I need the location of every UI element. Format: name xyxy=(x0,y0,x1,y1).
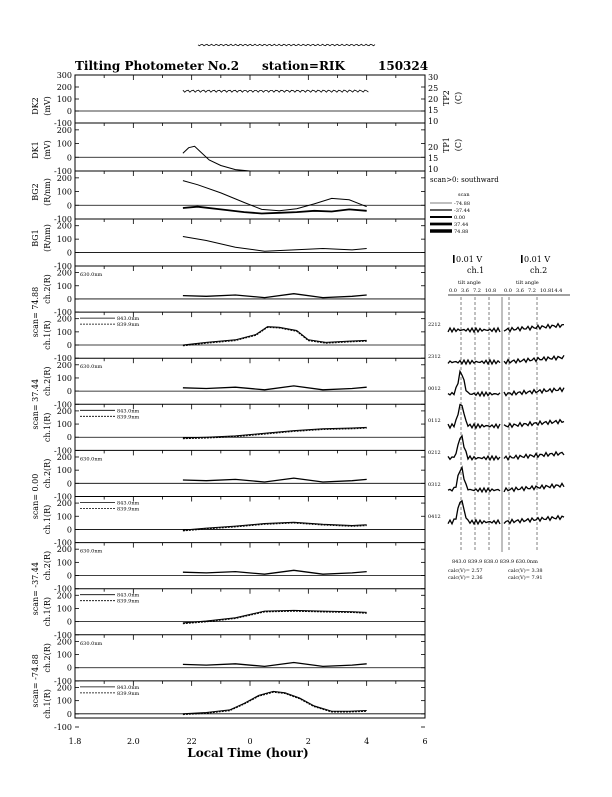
tilt-trace-ch2 xyxy=(504,388,564,396)
scan-label: scan= -37.44 xyxy=(31,562,40,616)
y-tick-label: 100 xyxy=(56,696,72,706)
scan-label: scan= 0.00 xyxy=(31,473,40,520)
tilt-tick: 7.2 xyxy=(528,288,536,294)
y-tick-label: 200 xyxy=(56,125,72,135)
ch2-label: ch.2(R) xyxy=(43,366,52,397)
ch1-label: ch.1(R) xyxy=(43,412,52,443)
ch2-label: ch.2(R) xyxy=(43,458,52,489)
y-tick-label: 0 xyxy=(66,107,72,116)
tilt-trace-ch2 xyxy=(504,324,564,332)
y-tick-label: 0 xyxy=(66,387,72,397)
ch2-title: ch.2 xyxy=(530,266,548,275)
y-tick-label: 200 xyxy=(56,314,72,324)
tilt-trace-ch2 xyxy=(504,483,564,492)
y-tick-label: 200 xyxy=(56,591,72,601)
tilt-tick: 7.2 xyxy=(473,288,481,294)
tp2-tick-label: 10 xyxy=(428,117,439,126)
tp2-tick-label: 25 xyxy=(428,84,439,93)
dk2-unit: (mV) xyxy=(43,96,52,116)
tp2-tick-label: 15 xyxy=(428,106,439,115)
y-tick-label: -100 xyxy=(54,584,72,594)
wl839-label: 839.9nm xyxy=(117,598,140,605)
tilt-time-label: 0112 xyxy=(428,418,441,424)
y-tick-label: 0 xyxy=(66,617,72,627)
y-tick-label: 0 xyxy=(66,294,72,304)
ch2-label: ch.2(R) xyxy=(43,274,52,304)
wl839-label: 839.9nm xyxy=(117,414,140,421)
tilt-trace-ch1 xyxy=(448,405,500,428)
series-dk1 xyxy=(183,146,250,171)
y-tick-label: 100 xyxy=(56,604,72,614)
scan-label: scan= 37.44 xyxy=(31,378,40,430)
y-tick-label: -100 xyxy=(54,167,72,176)
y-tick-label: -100 xyxy=(54,630,72,640)
tp2-tick-label: 30 xyxy=(428,73,439,82)
tilt-rows xyxy=(428,297,564,552)
y-tick-label: 100 xyxy=(56,187,72,197)
y-tick-label: 200 xyxy=(56,683,72,693)
legend-item-label: -37.44 xyxy=(454,208,471,214)
tilt-trace-ch1 xyxy=(448,501,500,524)
y-tick-label: -100 xyxy=(54,354,72,364)
y-tick-label: 100 xyxy=(56,281,72,291)
legend-item-label: 37.44 xyxy=(454,222,469,228)
y-tick-label: -100 xyxy=(54,308,72,318)
footer-wavelengths: 843.0 839.9 838.0 839.9 630.0nm xyxy=(452,559,538,565)
y-tick-label: 100 xyxy=(56,95,72,104)
y-tick-label: 200 xyxy=(56,406,72,416)
bg2-unit: (R/nm) xyxy=(43,178,52,206)
tp2-unit: (C) xyxy=(454,91,463,105)
ch2-label: ch.2(R) xyxy=(43,550,52,581)
wl843-label: 843.0nm xyxy=(117,592,140,599)
x-axis-label: Local Time (hour) xyxy=(187,746,309,760)
tilt-trace-ch2 xyxy=(504,516,564,524)
legend-item-label: -74.88 xyxy=(454,201,471,207)
tilt-trace-ch2 xyxy=(504,452,564,460)
x-tick-label: 6 xyxy=(422,737,428,746)
tilt-tick: 0.0 xyxy=(449,288,457,294)
calc-ch2-a: calc(V)= 3.38 xyxy=(508,568,543,574)
y-tick-label: 0 xyxy=(66,153,72,163)
y-tick-label: 200 xyxy=(56,360,72,370)
y-tick-label: 100 xyxy=(56,420,72,430)
y-tick-label: 200 xyxy=(56,221,72,231)
tilt-tick: 3.6 xyxy=(461,288,469,294)
bg1-unit: (R/nm) xyxy=(43,224,52,252)
y-tick-label: -100 xyxy=(54,215,72,224)
series-630 xyxy=(183,478,367,482)
tilt-trace-ch1 xyxy=(448,467,500,492)
data-traces xyxy=(183,90,369,715)
series-839 xyxy=(183,327,367,345)
tp2-tick-label: 20 xyxy=(428,95,439,104)
y-tick-label: -100 xyxy=(54,676,72,686)
tilt-trace-ch1 xyxy=(448,371,500,396)
tilt-tick: 10.814.4 xyxy=(540,288,563,294)
calc-ch1-a: calc(V)= 2.57 xyxy=(448,568,483,574)
right-legend xyxy=(430,176,499,235)
tp1-unit: (C) xyxy=(454,138,463,152)
legend-item-label: 0.00 xyxy=(454,215,466,221)
x-axis-ticks xyxy=(69,737,428,746)
y-tick-label: 200 xyxy=(56,637,72,647)
y-tick-label: 0 xyxy=(66,433,72,443)
y-tick-label: 100 xyxy=(56,327,72,337)
legend-item-label: 74.88 xyxy=(454,229,469,235)
y-tick-label: 200 xyxy=(56,268,72,278)
y-tick-label: 100 xyxy=(56,139,72,149)
y-tick-label: 100 xyxy=(56,373,72,383)
series-843 xyxy=(183,691,367,713)
y-tick-label: -100 xyxy=(54,492,72,502)
y-tick-label: 0 xyxy=(66,709,72,719)
tilt-trace-ch2 xyxy=(504,420,564,428)
x-tick-label: 0 xyxy=(247,737,253,746)
y-tick-label: 200 xyxy=(56,452,72,462)
tilt-angle-2: tilt angle xyxy=(516,280,539,286)
y-tick-label: 100 xyxy=(56,512,72,522)
series-630 xyxy=(183,570,367,574)
y-tick-label: 0 xyxy=(66,525,72,535)
wl630-label: 630.0nm xyxy=(80,456,103,463)
wl630-label: 630.0nm xyxy=(80,640,103,647)
ch2-label: ch.2(R) xyxy=(43,643,52,673)
y-tick-label: 200 xyxy=(56,173,72,183)
wl630-label: 630.0nm xyxy=(80,548,103,555)
tilt-time-label: 0012 xyxy=(428,386,441,392)
ch1-label: ch.1(R) xyxy=(43,504,52,535)
series-630 xyxy=(183,294,367,298)
tp2-label: TP2 xyxy=(442,90,451,106)
scale-ch1: 0.01 V xyxy=(456,255,483,264)
chart-title: Tilting Photometer No.2 xyxy=(75,59,240,73)
y-tick-label: 0 xyxy=(66,341,72,351)
y-tick-label: 100 xyxy=(56,558,72,568)
wl630-label: 630.0nm xyxy=(80,272,103,278)
y-tick-label: 100 xyxy=(56,650,72,660)
calc-ch2-b: calc(V)= 7.91 xyxy=(508,575,543,581)
ch1-title: ch.1 xyxy=(467,266,485,275)
wl843-label: 843.0nm xyxy=(117,408,140,415)
y-tick-label: 200 xyxy=(56,545,72,555)
tilt-time-label: 2312 xyxy=(428,354,441,360)
tilt-panel xyxy=(428,255,570,581)
y-tick-label: -100 xyxy=(54,119,72,128)
series-tp2 xyxy=(183,90,369,92)
wl843-label: 843.0nm xyxy=(117,316,140,323)
y-tick-label: 200 xyxy=(56,83,72,92)
y-tick-label: 200 xyxy=(56,499,72,509)
tilt-angle-1: tilt angle xyxy=(458,280,481,286)
y-tick-label: -100 xyxy=(54,723,72,732)
y-tick-label: 300 xyxy=(56,71,72,80)
legend-title: scan>0: southward xyxy=(430,176,499,184)
scale-ch2: 0.01 V xyxy=(524,255,551,264)
scan-label: scan= 74.88 xyxy=(31,286,40,338)
y-tick-label: -100 xyxy=(54,400,72,410)
wl839-label: 839.9nm xyxy=(117,322,140,329)
dk1-label: DK1 xyxy=(31,141,40,159)
tilt-time-label: 2212 xyxy=(428,322,441,328)
y-tick-label: 100 xyxy=(56,235,72,245)
legend-items xyxy=(430,201,470,235)
tilt-tick: 10.8 xyxy=(485,288,497,294)
tp1-tick-label: 10 xyxy=(428,165,439,174)
series-630 xyxy=(183,663,367,667)
scan-label: scan= -74.88 xyxy=(31,654,40,708)
calc-ch1-b: calc(V)= 2.36 xyxy=(448,575,483,581)
tilt-tick: 3.6 xyxy=(516,288,524,294)
x-tick-label: 2.0 xyxy=(126,737,140,746)
series-bg2-a xyxy=(183,181,367,211)
bg2-label: BG2 xyxy=(31,183,40,201)
wl843-label: 843.0nm xyxy=(117,500,140,507)
ch1-label: ch.1(R) xyxy=(43,689,52,719)
header-wave-trace xyxy=(198,44,375,46)
wl630-label: 630.0nm xyxy=(80,364,103,371)
bg1-label: BG1 xyxy=(31,229,40,247)
tp1-tick-label: 20 xyxy=(428,143,439,152)
y-tick-label: 100 xyxy=(56,466,72,476)
tilt-trace-ch2 xyxy=(504,355,564,363)
y-tick-label: 0 xyxy=(66,571,72,581)
series-bg1 xyxy=(183,237,367,252)
tilt-time-label: 0212 xyxy=(428,450,441,456)
scale-bar-ch1 xyxy=(453,255,455,263)
x-tick-label: 1.8 xyxy=(68,737,82,746)
dk2-label: DK2 xyxy=(31,97,40,115)
tilt-time-label: 0412 xyxy=(428,514,441,520)
station-label: station=RIK xyxy=(262,59,345,73)
legend-header: scan xyxy=(458,192,470,198)
date-label: 150324 xyxy=(378,59,429,73)
y-tick-label: -100 xyxy=(54,262,72,271)
tilt-tick-labels xyxy=(449,288,562,294)
left-labels xyxy=(31,272,140,719)
y-tick-label: 0 xyxy=(66,201,72,211)
scale-bar-ch2 xyxy=(521,255,523,263)
ch1-label: ch.1(R) xyxy=(43,320,52,350)
x-tick-label: 4 xyxy=(364,737,370,746)
tp1-tick-label: 15 xyxy=(428,154,439,163)
tilt-tick: 0.0 xyxy=(504,288,512,294)
tp1-label: TP1 xyxy=(442,137,451,153)
wl839-label: 839.9nm xyxy=(117,506,140,513)
x-tick-label: 22 xyxy=(186,737,197,746)
wl843-label: 843.0nm xyxy=(117,684,140,691)
tilt-trace-ch1 xyxy=(448,328,500,332)
series-630 xyxy=(183,386,367,390)
x-tick-label: 2 xyxy=(305,737,311,746)
tilt-time-label: 0312 xyxy=(428,482,441,488)
ch1-label: ch.1(R) xyxy=(43,596,52,627)
y-tick-label: 0 xyxy=(66,479,72,489)
y-tick-label: -100 xyxy=(54,538,72,548)
tilt-trace-ch1 xyxy=(448,436,500,460)
y-tick-label: -100 xyxy=(54,446,72,456)
y-tick-label: 0 xyxy=(66,248,72,258)
dk1-unit: (mV) xyxy=(43,140,52,160)
wl839-label: 839.9nm xyxy=(117,690,140,697)
tilt-trace-ch1 xyxy=(448,360,500,364)
y-tick-label: 0 xyxy=(66,663,72,673)
